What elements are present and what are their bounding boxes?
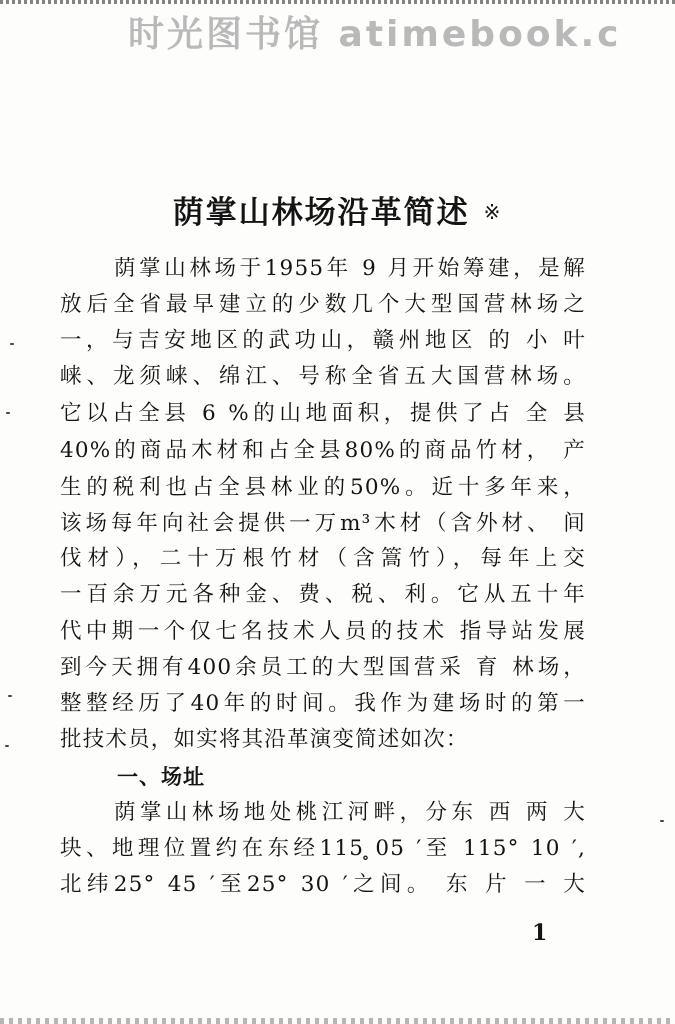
- paragraph-1-line-5: 它以占全县 6 %的山地面积，提供了占 全 县: [60, 401, 586, 426]
- page-number: 1: [532, 920, 548, 946]
- section-heading-site: 一、场址: [117, 765, 205, 789]
- scan-speck: [8, 695, 12, 697]
- page-title: [0, 188, 675, 237]
- paragraph-1-line-2: 放后全省最早建立的少数几个大型国营林场之: [60, 292, 586, 317]
- paragraph-1-line-9: 伐材），二十万根竹材（含篙竹），每年上交: [60, 546, 586, 571]
- paragraph-1-line-14: 批技术员，如实将其沿革演变简述如次：: [60, 727, 469, 752]
- scan-edge-top: [0, 0, 675, 4]
- paragraph-1-line-12: 到今天拥有400余员工的大型国营采 育 林场，: [60, 655, 586, 680]
- watermark: 时光图书馆 atimebook.c: [128, 14, 622, 55]
- paragraph-1-line-1: 荫掌山林场于1955年 9 月开始筹建，是解: [114, 256, 586, 281]
- paragraph-1-line-11: 代中期一个仅七名技术人员的技术 指导站发展: [60, 619, 586, 644]
- paragraph-1-line-7: 生的税利也占全县林业的50%。近十多年来，: [60, 475, 586, 500]
- paragraph-1-line-6: 40%的商品木材和占全县80%的商品竹材， 产: [60, 438, 586, 463]
- paragraph-1-line-10: 一百余万元各种金、费、税、利。它从五十年: [60, 582, 586, 607]
- scan-speck: [5, 745, 9, 747]
- scan-edge-bottom: [0, 1018, 675, 1024]
- title-footnote-mark: ※: [483, 200, 503, 224]
- scan-speck: [6, 412, 10, 414]
- scan-speck: [10, 343, 14, 345]
- scan-speck: [660, 820, 664, 822]
- paragraph-2-line-3: 北纬25° 45 ′至25° 30 ′之间。 东 片 一 大: [60, 872, 586, 897]
- title-text: 荫掌山林场沿革简述: [172, 195, 470, 231]
- paragraph-2-line-2: 块、地理位置约在东经115 ̥05 ′至 115° 10 ′,: [60, 836, 586, 861]
- paragraph-1-line-8: 该场每年向社会提供一万m³木材（含外材、 间: [60, 511, 586, 536]
- paragraph-1-line-3: 一，与吉安地区的武功山，赣州地区 的 小 叶: [60, 328, 586, 353]
- paragraph-2-line-1: 荫掌山林场地处桃江河畔，分东 西 两 大: [114, 800, 586, 825]
- paragraph-1-line-13: 整整经历了40年的时间。我作为建场时的第一: [60, 691, 586, 716]
- paragraph-1-line-4: 崃、龙须崃、绵江、号称全省五大国营林场。: [60, 364, 586, 389]
